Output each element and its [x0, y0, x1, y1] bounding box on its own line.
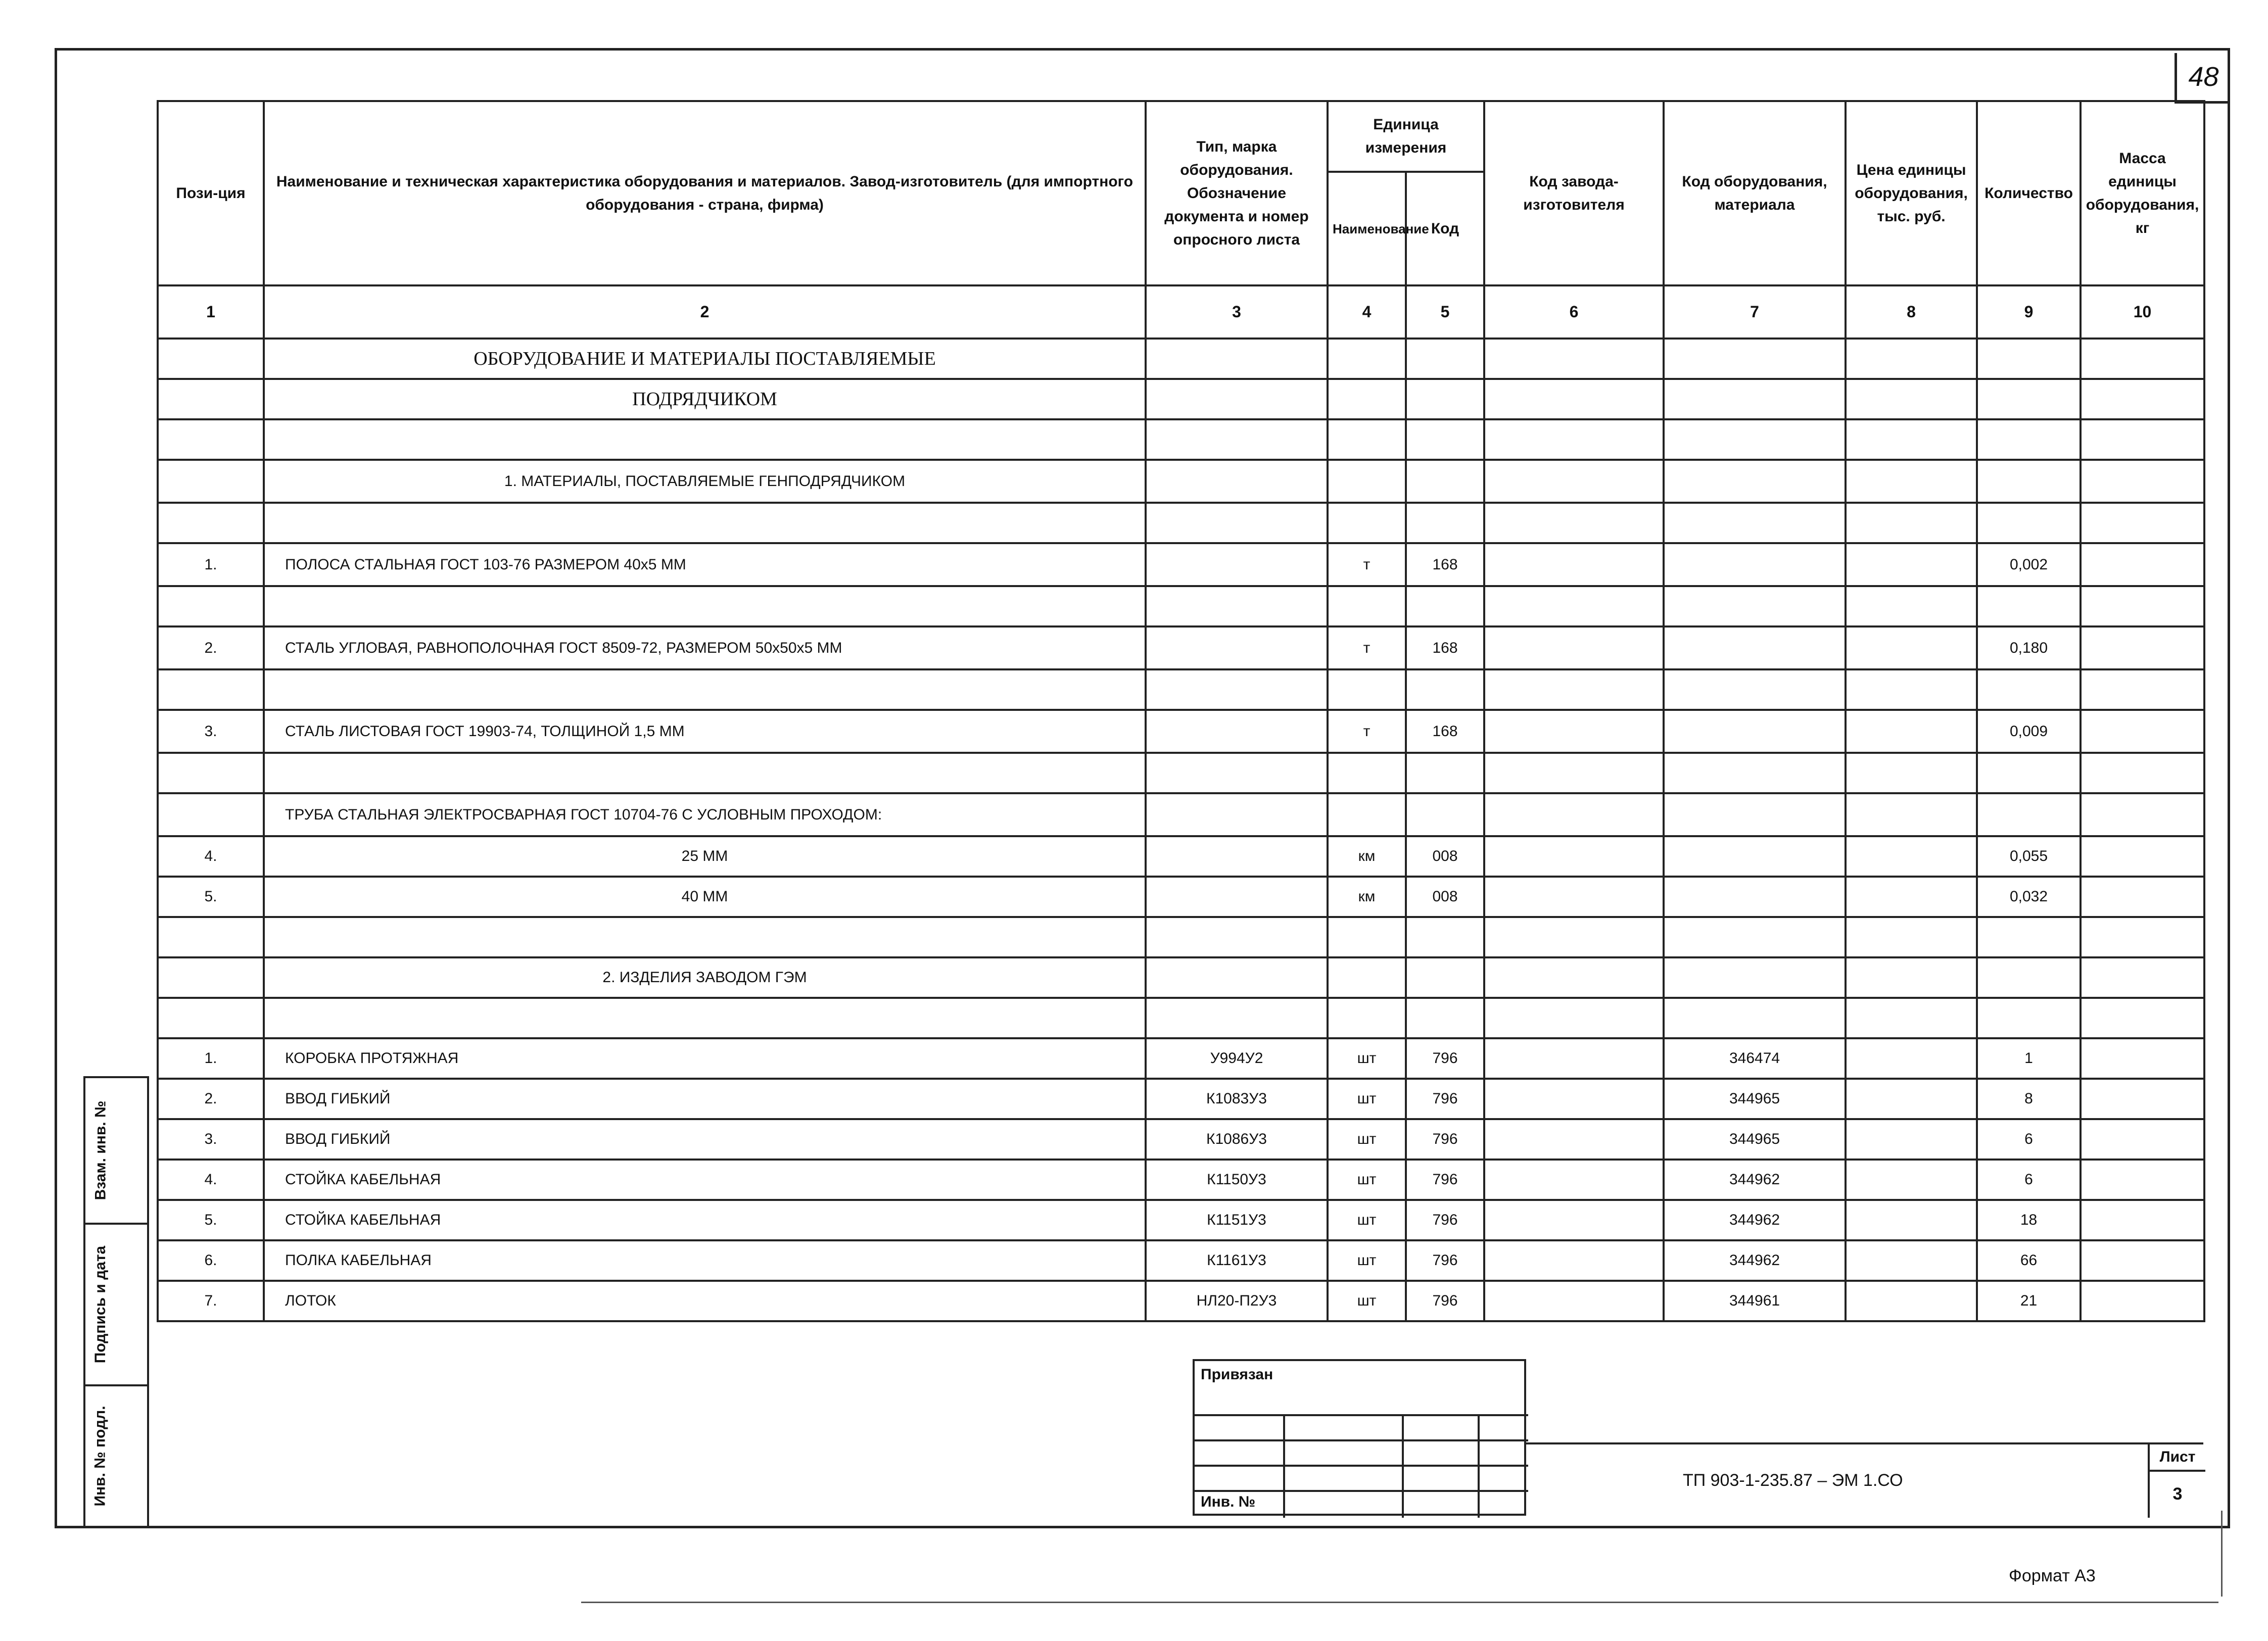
sheet-number: 3 [2172, 1484, 2183, 1504]
column-number: 8 [1846, 285, 1977, 339]
row-position: 2. [158, 1079, 264, 1119]
row-unit-code: 008 [1406, 836, 1484, 877]
table-row [158, 1281, 2204, 1321]
specification-table [157, 100, 2205, 1322]
row-name: СТОЙКА КАБЕЛЬНАЯ [264, 1200, 1146, 1240]
row-qty: 0,032 [1977, 877, 2081, 917]
row-unit: км [1328, 836, 1406, 877]
document-code: ТП 903-1-235.87 – ЭМ 1.СО [1683, 1471, 1903, 1490]
row-unit-code: 008 [1406, 877, 1484, 917]
header-name: Наименование и техническая характеристика оборудования и материалов. Завод-изготовитель (для импортного оборудования - страна, фирма) [264, 101, 1146, 285]
format-label: Формат А3 [2009, 1566, 2096, 1585]
stamp-privyazan: Привязан [1201, 1366, 1273, 1383]
column-number: 1 [158, 285, 264, 339]
row-equip-code: 344962 [1664, 1240, 1846, 1281]
row-type: К1161У3 [1146, 1240, 1328, 1281]
column-number: 10 [2081, 285, 2204, 339]
row-qty: 18 [1977, 1200, 2081, 1240]
row-qty: 0,055 [1977, 836, 2081, 877]
sheet-box [2148, 1444, 2205, 1518]
table-row [158, 1160, 2204, 1200]
section-title-cont: ПОДРЯДЧИКОМ [264, 379, 1146, 419]
row-qty: 21 [1977, 1281, 2081, 1321]
column-number: 5 [1406, 285, 1484, 339]
row-unit-code: 796 [1406, 1281, 1484, 1321]
header-unit-name: Наименование [1328, 172, 1406, 285]
row-qty: 6 [1977, 1160, 2081, 1200]
row-qty: 6 [1977, 1119, 2081, 1160]
header-unit-code: Код [1406, 172, 1484, 285]
row-equip-code: 344965 [1664, 1079, 1846, 1119]
table-row [158, 626, 2204, 669]
row-unit: т [1328, 626, 1406, 669]
subsection-title: 2. ИЗДЕЛИЯ ЗАВОДОМ ГЭМ [264, 957, 1146, 998]
table-row [158, 1079, 2204, 1119]
table-row [158, 1200, 2204, 1240]
table-row [158, 836, 2204, 877]
row-unit-code: 796 [1406, 1240, 1484, 1281]
stamp-inv-no: Инв. № [1201, 1493, 1256, 1510]
row-equip-code: 346474 [1664, 1038, 1846, 1079]
column-number: 3 [1146, 285, 1328, 339]
sheet-corner-number: 48 [2175, 53, 2230, 104]
trim-line-right [2221, 1511, 2223, 1597]
table-row [158, 877, 2204, 917]
approval-sidebar [83, 1076, 149, 1526]
row-equip-code: 344965 [1664, 1119, 1846, 1160]
row-type: К1086У3 [1146, 1119, 1328, 1160]
row-qty: 66 [1977, 1240, 2081, 1281]
row-qty: 0,009 [1977, 710, 2081, 753]
sidebar-inv-label: Инв. № подл. [92, 1406, 109, 1507]
header-equip-code: Код оборудования, материала [1664, 101, 1846, 285]
table-row [158, 1038, 2204, 1079]
row-equip-code: 344962 [1664, 1200, 1846, 1240]
row-equip-code: 344961 [1664, 1281, 1846, 1321]
trim-line [581, 1602, 2218, 1603]
column-number: 9 [1977, 285, 2081, 339]
column-number: 2 [264, 285, 1146, 339]
row-qty: 0,002 [1977, 543, 2081, 586]
table-row [158, 1240, 2204, 1281]
row-position: 2. [158, 626, 264, 669]
row-type: НЛ20-П2У3 [1146, 1281, 1328, 1321]
row-unit: шт [1328, 1240, 1406, 1281]
sidebar-podpis-cell [85, 1223, 147, 1384]
row-unit-code: 796 [1406, 1160, 1484, 1200]
row-qty: 0,180 [1977, 626, 2081, 669]
row-position: 4. [158, 836, 264, 877]
subsection-title: 1. МАТЕРИАЛЫ, ПОСТАВЛЯЕМЫЕ ГЕНПОДРЯДЧИКОМ [264, 460, 1146, 503]
row-position: 4. [158, 1160, 264, 1200]
row-position: 1. [158, 543, 264, 586]
sheet-label: Лист [2150, 1444, 2205, 1472]
row-position: 3. [158, 1119, 264, 1160]
header-unit-group: Единица измерения [1328, 101, 1484, 172]
row-name: ПОЛКА КАБЕЛЬНАЯ [264, 1240, 1146, 1281]
row-position: 5. [158, 1200, 264, 1240]
row-name: СТОЙКА КАБЕЛЬНАЯ [264, 1160, 1146, 1200]
column-number: 4 [1328, 285, 1406, 339]
row-unit: шт [1328, 1160, 1406, 1200]
row-position: 6. [158, 1240, 264, 1281]
row-unit: шт [1328, 1038, 1406, 1079]
row-unit: шт [1328, 1119, 1406, 1160]
row-name: СТАЛЬ УГЛОВАЯ, РАВНОПОЛОЧНАЯ ГОСТ 8509-72, РАЗМЕРОМ 50x50x5 ММ [264, 626, 1146, 669]
row-name: ЛОТОК [264, 1281, 1146, 1321]
row-position: 3. [158, 710, 264, 753]
binding-stamp [1193, 1359, 1526, 1516]
row-name: ВВОД ГИБКИЙ [264, 1079, 1146, 1119]
column-number: 6 [1484, 285, 1664, 339]
row-position: 5. [158, 877, 264, 917]
sidebar-inv-cell [85, 1384, 147, 1526]
row-unit-code: 168 [1406, 626, 1484, 669]
row-unit-code: 796 [1406, 1119, 1484, 1160]
row-position: 7. [158, 1281, 264, 1321]
row-type: К1083У3 [1146, 1079, 1328, 1119]
row-unit: т [1328, 710, 1406, 753]
row-unit: т [1328, 543, 1406, 586]
sidebar-podpis-label: Подпись и дата [92, 1245, 109, 1364]
header-price: Цена единицы оборудования, тыс. руб. [1846, 101, 1977, 285]
row-type: К1150У3 [1146, 1160, 1328, 1200]
row-unit: шт [1328, 1079, 1406, 1119]
sidebar-vzam-label: Взам. инв. № [92, 1100, 109, 1200]
row-unit-code: 796 [1406, 1200, 1484, 1240]
row-qty: 8 [1977, 1079, 2081, 1119]
sidebar-vzam-cell [85, 1076, 147, 1223]
table-row [158, 1119, 2204, 1160]
pipe-heading: ТРУБА СТАЛЬНАЯ ЭЛЕКТРОСВАРНАЯ ГОСТ 10704-76 С УСЛОВНЫМ ПРОХОДОМ: [264, 793, 1146, 836]
row-unit-code: 796 [1406, 1038, 1484, 1079]
header-position: Пози-ция [158, 101, 264, 285]
header-qty: Количество [1977, 101, 2081, 285]
header-type: Тип, марка оборудования. Обозначение документа и номер опросного листа [1146, 101, 1328, 285]
row-name: 25 ММ [264, 836, 1146, 877]
row-unit-code: 168 [1406, 543, 1484, 586]
header-plant-code: Код завода-изготовителя [1484, 101, 1664, 285]
row-type: У994У2 [1146, 1038, 1328, 1079]
row-name: КОРОБКА ПРОТЯЖНАЯ [264, 1038, 1146, 1079]
row-name: 40 ММ [264, 877, 1146, 917]
row-equip-code: 344962 [1664, 1160, 1846, 1200]
row-unit: шт [1328, 1281, 1406, 1321]
row-unit: км [1328, 877, 1406, 917]
row-name: ПОЛОСА СТАЛЬНАЯ ГОСТ 103-76 РАЗМЕРОМ 40x5 ММ [264, 543, 1146, 586]
row-name: ВВОД ГИБКИЙ [264, 1119, 1146, 1160]
row-unit: шт [1328, 1200, 1406, 1240]
row-unit-code: 168 [1406, 710, 1484, 753]
table-row [158, 543, 2204, 586]
column-number: 7 [1664, 285, 1846, 339]
row-position: 1. [158, 1038, 264, 1079]
row-type: К1151У3 [1146, 1200, 1328, 1240]
title-block [1526, 1442, 2203, 1516]
row-unit-code: 796 [1406, 1079, 1484, 1119]
table-row [158, 710, 2204, 753]
row-name: СТАЛЬ ЛИСТОВАЯ ГОСТ 19903-74, ТОЛЩИНОЙ 1,5 ММ [264, 710, 1146, 753]
row-qty: 1 [1977, 1038, 2081, 1079]
section-title: ОБОРУДОВАНИЕ И МАТЕРИАЛЫ ПОСТАВЛЯЕМЫЕ [264, 339, 1146, 379]
header-mass: Масса единицы оборудования, кг [2081, 101, 2204, 285]
